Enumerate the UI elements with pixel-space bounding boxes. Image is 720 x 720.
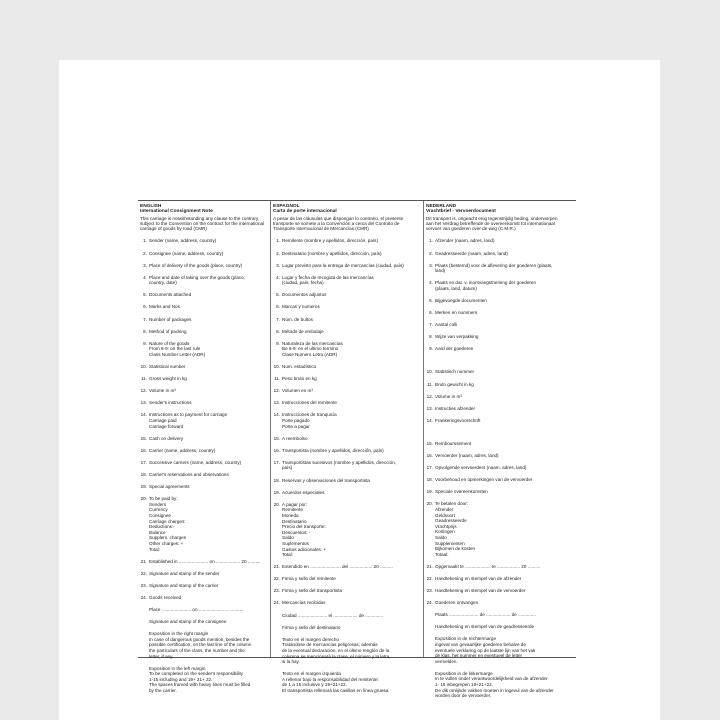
field-label: Rembourssement xyxy=(435,440,472,446)
field-number: 19. xyxy=(426,489,433,495)
field-number: 7. xyxy=(143,316,147,322)
field-label: Acuerdos especiales xyxy=(282,489,325,495)
form-field-item xyxy=(273,388,405,394)
field-label: Aard der goederen xyxy=(435,346,474,352)
form-field-item xyxy=(426,238,558,244)
field-number: 23. xyxy=(273,588,280,594)
field-number: 6. xyxy=(276,304,280,310)
form-field-item xyxy=(273,564,405,570)
field-label: Exposition in de linkermarge In te vullen onder verantwoordelijkheid van de afzender 1- 15 inbegrepen 19+21+22. De dik omlijnde vakken moeten in ingevul van de afzender worden door de vervoerder. xyxy=(435,670,554,699)
field-label: Instrucciones del remitente xyxy=(282,400,337,406)
field-label: Frankeringsvoorschrift xyxy=(435,417,481,423)
field-number: 20. xyxy=(273,501,280,507)
field-label: Gross weight in kg xyxy=(149,376,187,382)
field-number: 2. xyxy=(429,250,433,256)
form-field-item xyxy=(426,382,558,388)
field-number: 9. xyxy=(143,340,147,346)
field-number: 16. xyxy=(140,447,147,453)
form-field-item xyxy=(426,369,558,375)
field-number: 19. xyxy=(140,484,147,490)
form-field-item xyxy=(426,346,558,352)
form-field-item xyxy=(426,612,558,618)
field-label: Firma y sello del remitente xyxy=(282,576,336,582)
field-label: Remitente (nombre y apellidos, dirección, país) xyxy=(282,238,379,244)
item-list xyxy=(140,238,272,693)
field-label: Volume in m³ xyxy=(435,393,462,399)
field-number: 18. xyxy=(426,477,433,483)
field-label: Texto en el margen izquierda A rellenar bajo la responsabilidad del remitente: de 1 a 15 inclusive y 19+21+22. El transportista rellenará las casillas en línea gruesa. xyxy=(282,671,390,694)
form-field-item xyxy=(426,588,558,594)
field-number: 24. xyxy=(273,600,280,606)
field-number: 10. xyxy=(140,364,147,370)
field-number: 23. xyxy=(140,582,147,588)
form-field-item xyxy=(426,394,558,400)
form-field-item xyxy=(273,263,405,269)
field-number: 22. xyxy=(140,570,147,576)
field-number: 21. xyxy=(273,564,280,570)
form-field-item xyxy=(140,329,272,335)
field-label: Place and date of taking over the goods (place, country, date) xyxy=(149,274,246,286)
form-field-item xyxy=(140,472,272,478)
field-label: Sender's instructions xyxy=(149,400,192,406)
form-field-item xyxy=(273,238,405,244)
form-field-item xyxy=(426,465,558,471)
form-field-item xyxy=(426,576,558,582)
form-field-item xyxy=(273,478,405,484)
form-field-item xyxy=(140,484,272,490)
field-number: 5. xyxy=(143,292,147,298)
field-label: Volume in m³ xyxy=(149,388,176,394)
field-number: 20. xyxy=(140,496,147,502)
field-number: 14. xyxy=(426,417,433,423)
form-field-item xyxy=(140,448,272,454)
field-label: A pagar por: Remitente Moneda Destinatario Precio del transporte: Descuentos: - Saldo Suplementos Gastos adicionales: + Total: xyxy=(282,501,327,558)
form-field-item xyxy=(426,310,558,316)
column-title: Vrachtbrief - Vervoerdocument xyxy=(426,209,496,215)
form-field-item xyxy=(426,322,558,328)
field-number: 16. xyxy=(273,447,280,453)
field-number: 19. xyxy=(273,489,280,495)
field-label: Consignee (name, address, country) xyxy=(149,250,224,256)
field-number: 2. xyxy=(143,250,147,256)
field-number: 12. xyxy=(273,388,280,394)
top-rule xyxy=(138,200,576,201)
field-number: 23. xyxy=(426,588,433,594)
field-label: A reembolso xyxy=(282,435,308,441)
field-number: 5. xyxy=(276,292,280,298)
field-number: 11. xyxy=(140,376,147,382)
form-field-item xyxy=(273,412,405,429)
field-label: Plaats (bestemd) voor de aflevering der goederen (plaats, land) xyxy=(435,262,553,274)
form-field-item xyxy=(273,576,405,582)
field-label: Texto en el margen derecho Tratándose de mercancías peligrosas; además de la eventual declaracion, en el último renglón de la columna se mencionará la clase, el número y la letra, si la hay. xyxy=(282,636,391,665)
field-number: 22. xyxy=(273,576,280,582)
field-number: 13. xyxy=(426,405,433,411)
form-field-item xyxy=(426,453,558,459)
column-title: International Consignment Note xyxy=(140,209,213,215)
field-label: Exposition in the left margin To be completed on the sender's responsibility 1-15 including and 19+ 21+ 22. The spaces framed with heavy lines must be filled by the carrier. xyxy=(149,665,251,694)
field-label: Statistical number xyxy=(149,364,186,370)
form-field-item xyxy=(273,436,405,442)
field-number: 7. xyxy=(276,316,280,322)
field-label: Transportista (nombre y apellidos, direcciôn, país) xyxy=(282,447,384,453)
field-number: 6. xyxy=(429,310,433,316)
form-field-item xyxy=(140,666,272,694)
form-field-item xyxy=(273,304,405,310)
form-field-item xyxy=(273,460,405,471)
column-english xyxy=(140,204,272,694)
field-label: Handtekening en stempel van de vervoerder xyxy=(435,588,526,594)
field-number: 11. xyxy=(273,376,280,382)
form-field-item xyxy=(426,489,558,495)
field-label: Transportistas sucesivos (nombre y apellidos, dirección, país) xyxy=(282,459,396,471)
field-label: Instructions as to payment for carriage Carriage paid Carriage forward xyxy=(149,412,228,429)
form-field-item xyxy=(140,595,272,601)
field-number: 21. xyxy=(140,558,147,564)
field-label: Cash on delivery xyxy=(149,435,184,441)
form-field-item xyxy=(140,583,272,589)
form-field-item xyxy=(426,636,558,664)
column-language: ENGLISH xyxy=(140,204,162,209)
field-label: Instructies afzender xyxy=(435,405,476,411)
field-number: 1. xyxy=(143,238,147,244)
form-field-item xyxy=(426,600,558,606)
field-label: Number of packages xyxy=(149,316,192,322)
field-label: Nature of the goods From 6-9: on the last rule Class Number Letter (ADR) xyxy=(149,340,206,357)
form-field-item xyxy=(273,502,405,558)
field-number: 17. xyxy=(426,465,433,471)
field-number: 6. xyxy=(143,304,147,310)
field-number: 18. xyxy=(273,477,280,483)
column-language: NEDERLAND xyxy=(426,204,457,209)
form-field-item xyxy=(426,406,558,412)
form-field-item xyxy=(140,436,272,442)
form-field-item xyxy=(426,334,558,340)
column-title: Carta de porte internacional xyxy=(273,209,337,215)
field-label: Aantal colli xyxy=(435,322,458,328)
form-field-item xyxy=(140,412,272,429)
field-label: Place of delivery of the goods (place, country) xyxy=(149,262,243,268)
form-field-item xyxy=(273,251,405,257)
form-field-item xyxy=(273,292,405,298)
form-field-item xyxy=(140,292,272,298)
field-number: 7. xyxy=(429,322,433,328)
field-label: Plaats ....................... de ................... de .............. xyxy=(435,612,536,618)
field-label: Established in ....................... on ................... 20 .......... xyxy=(149,558,261,564)
field-number: 10. xyxy=(273,364,280,370)
form-field-item xyxy=(273,671,405,693)
column-spanish xyxy=(273,204,405,694)
field-label: Lugar previsto para la entrega de mercancías (ciudad, país) xyxy=(282,262,404,268)
field-label: Firma y sello del destinatario xyxy=(282,624,341,630)
field-number: 24. xyxy=(140,594,147,600)
field-label: Goods received xyxy=(149,594,182,600)
field-number: 17. xyxy=(273,459,280,465)
form-field-item xyxy=(140,400,272,406)
form-field-item xyxy=(140,571,272,577)
field-number: 9. xyxy=(276,340,280,346)
field-number: 12. xyxy=(140,388,147,394)
field-label: Método de embalaje xyxy=(282,328,324,334)
field-label: Statistisch nummer xyxy=(435,369,475,375)
field-label: Ciudad ....................... el ................... de .............. xyxy=(282,612,384,618)
field-label: Destinatario (nombre y apellidos, dirección, país) xyxy=(282,250,382,256)
field-number: 8. xyxy=(143,328,147,334)
field-label: Merken en nummers xyxy=(435,310,478,316)
form-field-item xyxy=(273,317,405,323)
field-label: Wijze van verpakking xyxy=(435,334,479,340)
form-field-item xyxy=(140,317,272,323)
form-field-item xyxy=(426,501,558,557)
field-number: 13. xyxy=(140,400,147,406)
field-label: Goederen ontvangen xyxy=(435,600,479,606)
form-field-item xyxy=(273,376,405,382)
column-intro: A pesar de las cláusulas que dispongan lo contrario, el presente transporte se somete a la Convención a cerca del Contrato de Transporte Internacional de Mercancías (CMR) xyxy=(273,215,404,232)
field-label: Special agreements xyxy=(149,484,190,490)
field-number: 18. xyxy=(140,471,147,477)
form-field-item xyxy=(140,341,272,358)
form-field-item xyxy=(140,619,272,625)
field-number: 1. xyxy=(429,238,433,244)
field-label: Naturaleza de las mercancías Be 6-9: en el ultimo termino Clase Numero Letra (ADR) xyxy=(282,340,343,357)
field-number: 11. xyxy=(426,381,433,387)
field-number: 4. xyxy=(429,280,433,286)
form-field-item xyxy=(140,263,272,269)
form-field-item xyxy=(426,477,558,483)
form-field-item xyxy=(140,460,272,466)
form-field-item xyxy=(426,564,558,570)
field-label: Te betalen door: Afzender Geldsoort Geadresseerde Vrachtprijs Kortingen Saldo Supplementen Bijkomen de kosten Totaal: xyxy=(435,501,476,557)
field-number: 3. xyxy=(276,262,280,268)
field-label: Exposition in de rechtermarge ingeval van gevaarlijke goederen behalve de eventuele verklaring op de laatste lijn van het vak de klas, het nummer en eventueel de letter vermelden. xyxy=(435,636,536,664)
field-label: Extendido en ........................ del .................. 20 .......... xyxy=(282,564,393,570)
field-label: Marcas y numeros xyxy=(282,304,320,310)
field-label: Signature and stamp of the carrier xyxy=(149,582,219,588)
field-label: Carrier's reservations and observations xyxy=(149,471,229,477)
field-number: 14. xyxy=(140,412,147,418)
field-number: 15. xyxy=(273,435,280,441)
item-list xyxy=(426,238,558,698)
field-label: Instrucciones de tranquicia Porte pagado Porte a pagar xyxy=(282,412,337,429)
field-number: 4. xyxy=(143,274,147,280)
field-number: 14. xyxy=(273,412,280,418)
field-label: Peso bruto en kg xyxy=(282,376,317,382)
item-list xyxy=(273,238,405,693)
form-field-item xyxy=(140,376,272,382)
form-field-item xyxy=(273,364,405,370)
field-number: 8. xyxy=(276,328,280,334)
field-label: Reservas y observaciones del transportista xyxy=(282,477,370,483)
field-label: Handtekening en stempel van de afzender xyxy=(435,575,522,581)
field-number: 22. xyxy=(426,575,433,581)
field-label: Plaats en dat. v. inontvangstneming der goederen (plaats, land, datum) xyxy=(435,280,537,291)
field-label: Carrier (name, address, country) xyxy=(149,447,216,453)
field-number: 3. xyxy=(143,262,147,268)
form-field-item xyxy=(426,671,558,699)
form-field-item xyxy=(140,607,272,613)
field-number: 9. xyxy=(429,346,433,352)
field-number: 1. xyxy=(276,238,280,244)
form-field-item xyxy=(140,251,272,257)
field-number: 20. xyxy=(426,501,433,507)
form-field-item xyxy=(140,275,272,286)
field-label: Documents attached xyxy=(149,292,192,298)
field-label: To be paid by: Senders Currency Consignee Carriage charges: Deductions:- Balance Supplem. charges Other charges: + Total: xyxy=(149,496,187,552)
column-divider xyxy=(423,201,424,657)
field-label: Method of packing xyxy=(149,328,187,334)
form-field-item xyxy=(140,388,272,394)
form-field-item xyxy=(426,263,558,274)
field-label: Opgemaakt te .................... te .................. 20 .......... xyxy=(435,563,541,569)
field-number: 10. xyxy=(426,369,433,375)
form-field-item xyxy=(426,280,558,291)
form-field-item xyxy=(273,400,405,406)
field-label: Exposition in the right margin In case of dangerous goods mention, besides the possible certification, on the last line of the column the particulars of the class, the number and the letter, if any. xyxy=(149,631,252,659)
form-field-item xyxy=(273,341,405,358)
field-number: 2. xyxy=(276,250,280,256)
field-label: Marks and Nos xyxy=(149,304,180,310)
form-field-item xyxy=(140,496,272,552)
form-field-item xyxy=(273,600,405,606)
field-label: Vervoerder (naam, adres, land) xyxy=(435,453,499,459)
form-field-item xyxy=(140,364,272,370)
field-label: Place ....................... on........................ ........... xyxy=(149,606,244,612)
field-number: 4. xyxy=(276,274,280,280)
field-label: Voorbehoud en opmerkingen van de vervoerder xyxy=(435,477,533,483)
column-intro: Dit transport is, ongeacht enig tegenstrijdig beding, onderworpen aan het Verdrag betreffende de overeenkomst tot internationaal vervoer van goederen over de weg (C.M.R.) xyxy=(426,215,558,232)
field-number: 15. xyxy=(426,440,433,446)
field-label: Opvolgende vervoerders (naam, adres, land) xyxy=(435,465,527,471)
field-label: Mercancías recibidas xyxy=(282,600,326,606)
field-label: Núm. de bultos xyxy=(282,316,313,322)
field-label: Lugar y fecha de recogida de las mercancías (ciudad, país, fecha) xyxy=(282,274,374,286)
field-label: Num. estadístico xyxy=(282,364,317,370)
field-number: 3. xyxy=(429,262,433,268)
field-label: Documentos adjuntos xyxy=(282,292,327,298)
field-label: Firma y sello del transportista xyxy=(282,588,342,594)
field-label: Bijgevoegde documenten xyxy=(435,297,487,303)
form-field-item xyxy=(273,637,405,665)
form-field-item xyxy=(273,490,405,496)
field-number: 17. xyxy=(140,459,147,465)
column-dutch xyxy=(426,204,558,699)
field-number: 24. xyxy=(426,600,433,606)
form-field-item xyxy=(273,275,405,286)
field-label: Volumen en m³ xyxy=(282,388,313,394)
field-label: Sender (name, address, country) xyxy=(149,238,217,244)
field-number: 21. xyxy=(426,563,433,569)
form-field-item xyxy=(273,329,405,335)
field-label: Speciale overeenkomsten xyxy=(435,489,488,495)
form-field-item xyxy=(273,588,405,594)
field-number: 16. xyxy=(426,453,433,459)
form-field-item xyxy=(426,624,558,630)
field-number: 13. xyxy=(273,400,280,406)
form-field-item xyxy=(140,631,272,659)
column-intro: This carriage is notwithstanding any clause to the contrary, subject to the Convention on the contract for the international carriage of goods by road (CMR) xyxy=(140,215,265,232)
form-field-item xyxy=(273,448,405,454)
field-label: Signature and stamp of the sender xyxy=(149,570,220,576)
field-label: Signature and stamp of the consignee xyxy=(149,619,227,625)
field-number: 5. xyxy=(429,297,433,303)
field-label: Handtekening en stempel van de geadresseerde xyxy=(435,624,535,630)
field-label: Successive carriers (name, address, country) xyxy=(149,459,242,465)
form-field-item xyxy=(426,298,558,304)
form-field-item xyxy=(426,251,558,257)
field-label: Geadresseerde (naam, adres, land) xyxy=(435,250,508,256)
field-number: 12. xyxy=(426,393,433,399)
form-field-item xyxy=(140,559,272,565)
field-label: Bruto gewicht in kg xyxy=(435,381,474,387)
field-number: 8. xyxy=(429,334,433,340)
column-language: ESPAGNOL xyxy=(273,204,300,209)
field-number: 15. xyxy=(140,435,147,441)
form-field-item xyxy=(140,238,272,244)
form-field-item xyxy=(140,304,272,310)
form-field-item xyxy=(426,418,558,424)
form-field-item xyxy=(426,441,558,447)
form-field-item xyxy=(273,613,405,619)
form-field-item xyxy=(273,625,405,631)
field-label: Afzender (naam, adres, land) xyxy=(435,238,495,244)
